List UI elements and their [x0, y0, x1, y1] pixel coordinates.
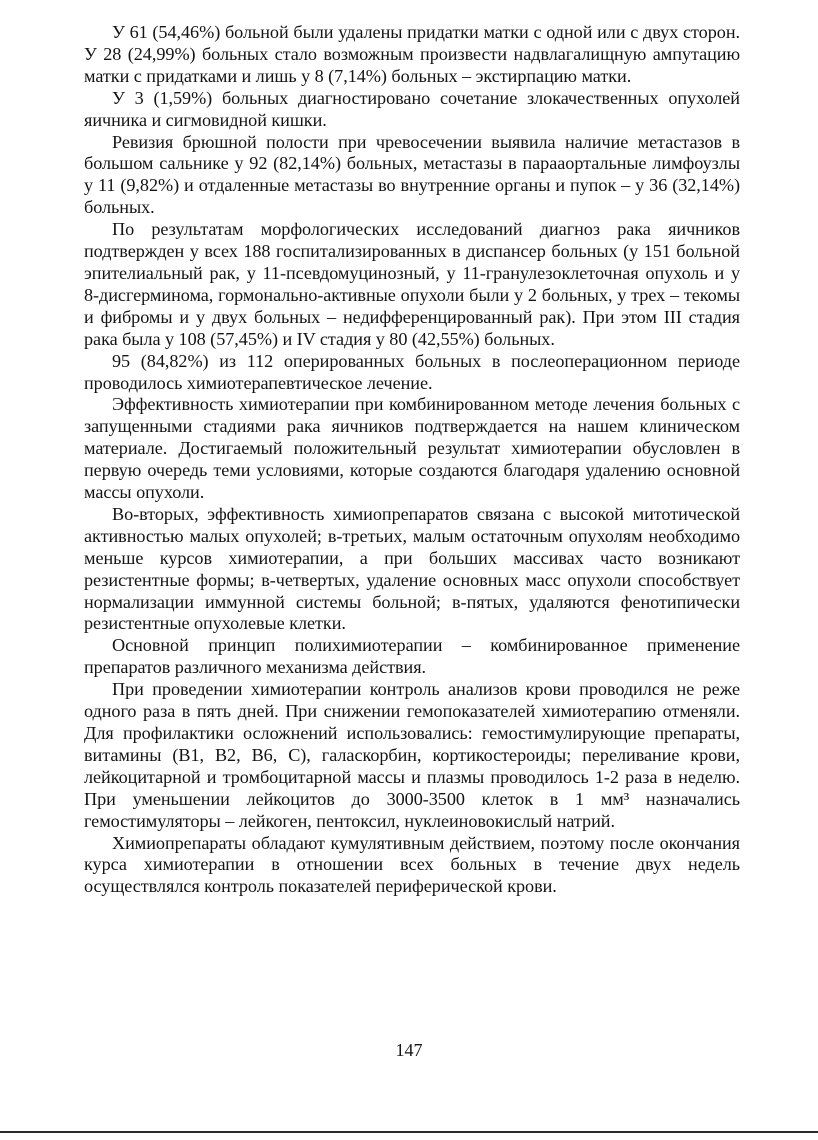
paragraph-10: Химиопрепараты обладают кумулятивным действием, поэтому после окончания курса химиотерапии в отношении всех больных в течение двух недель осуществлялся контроль показателей периферической крови. [84, 832, 740, 897]
paragraph-2: У 3 (1,59%) больных диагностировано сочетание злокачественных опухолей яичника и сигмовидной кишки. [84, 87, 740, 130]
scan-edge-divider [0, 1131, 818, 1133]
paragraph-9: При проведении химиотерапии контроль анализов крови проводился не реже одного раза в пять дней. При снижении гемопоказателей химиотерапию отменяли. Для профилактики осложнений использовались: гемостимулирующие препараты, витамины (В1, В2, В6, С), галаскорбин, кортикостероиды; переливание крови, лейкоцитарной и тромбоцитарной массы и плазмы проводилось 1-2 раза в неделю. При уменьшении лейкоцитов до 3000-3500 клеток в 1 мм³ назначались гемостимуляторы – лейкоген, пентоксил, нуклеиновокислый натрий. [84, 679, 740, 831]
paragraph-5: 95 (84,82%) из 112 оперированных больных в послеоперационном периоде проводилось химиотерапевтическое лечение. [84, 350, 740, 393]
page-number: 147 [395, 1040, 423, 1060]
paragraph-8: Основной принцип полихимиотерапии – комбинированное применение препаратов различного механизма действия. [84, 635, 740, 678]
paragraph-7: Во-вторых, эффективность химиопрепаратов связана с высокой митотической активностью малых опухолей; в-третьих, малым остаточным опухолям необходимо меньше курсов химиотерапии, а при больших массивах часто возникают резистентные формы; в-четвертых, удаление основных масс опухоли способствует нормализации иммунной системы больной; в-пятых, удаляются фенотипически резистентные опухолевые клетки. [84, 503, 740, 634]
paragraph-3: Ревизия брюшной полости при чревосечении выявила наличие метастазов в большом сальнике у 92 (82,14%) больных, метастазы в парааортальные лимфоузлы у 11 (9,82%) и отдаленные метастазы во внутренние органы и пупок – у 36 (32,14%) больных. [84, 131, 740, 218]
paragraph-4: По результатам морфологических исследований диагноз рака яичников подтвержден у всех 188 госпитализированных в диспансер больных (у 151 больной эпителиальный рак, у 11-псевдомуцинозный, у 11-гранулезоклеточная опухоль и у 8-дисгерминома, гормонально-активные опухоли были у 2 больных, у трех – текомы и фибромы и у двух больных – недифференцированный рак). При этом III стадия рака была у 108 (57,45%) и IV стадия у 80 (42,55%) больных. [84, 219, 740, 349]
paragraph-6: Эффективность химиотерапии при комбинированном методе лечения больных с запущенными стадиями рака яичников подтверждается на нашем клиническом материале. Достигаемый положительный результат химиотерапии обусловлен в первую очередь теми условиями, которые создаются благодаря удалению основной массы опухоли. [84, 394, 740, 503]
document-body [84, 22, 740, 898]
paragraph-1: У 61 (54,46%) больной были удалены придатки матки с одной или с двух сторон. У 28 (24,99%) больных стало возможным произвести надвлагалищную ампутацию матки с придатками и лишь у 8 (7,14%) больных – экстирпацию матки. [84, 22, 740, 86]
